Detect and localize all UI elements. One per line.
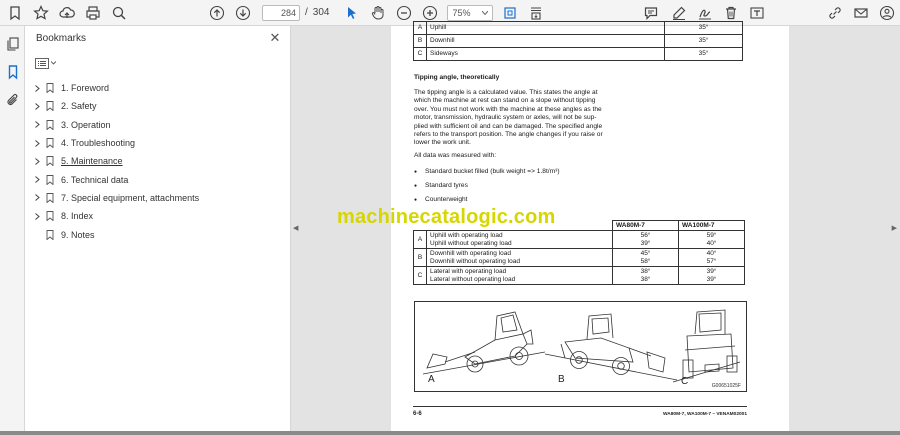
page-navigator [262,5,329,21]
bookmark-icon [43,120,57,130]
figure-letter-b: B [558,374,565,385]
bookmark-options-button[interactable] [35,55,63,71]
hand-tool-icon[interactable] [365,0,391,26]
angle-value: 57° [706,257,717,265]
footer-rule [413,406,747,407]
bookmark-icon [43,83,57,93]
bookmark-list [31,79,199,244]
condition-line: Lateral without operating load [430,275,516,283]
chevron-down-icon [482,11,488,15]
row-condition [427,231,613,249]
row-label: Sideways [427,48,665,61]
row-label: Downhill [427,35,665,48]
select-cursor-icon[interactable] [339,0,365,26]
row-key: B [414,249,427,267]
bookmark-label: 6. Technical data [61,174,129,185]
column-header: WA100M-7 [679,221,745,231]
tipping-angle-figure [414,301,747,392]
print-icon[interactable] [80,0,106,26]
bookmark-icon [43,156,57,166]
condition-line: Downhill with operating load [430,249,511,257]
loader-uphill-drawing [423,312,545,374]
left-rail [0,26,25,435]
wa80-value [613,249,679,267]
measured-note: All data was measured with: [414,152,497,159]
email-icon[interactable] [848,0,874,26]
bookmarks-panel-icon[interactable] [0,58,25,86]
bookmark-label: 7. Special equipment, attachments [61,192,200,203]
table-row [414,267,745,285]
bookmark-item[interactable] [31,225,199,243]
chevron-right-icon[interactable] [31,176,43,183]
panel-title: Bookmarks [36,33,87,44]
figure-code: G00651025F [711,383,741,389]
next-page-icon[interactable] [230,0,256,26]
bookmark-label: 9. Notes [61,229,95,240]
page-total: 304 [312,7,330,18]
chevron-right-icon[interactable] [31,140,43,147]
angle-value: 58° [640,257,651,265]
angle-value: 59° [706,231,717,239]
bookmark-item[interactable] [31,116,199,134]
angle-value: 39° [706,275,717,283]
bookmark-label: 3. Operation [61,119,111,130]
bottom-edge-bar [0,431,900,435]
attachments-paperclip-icon[interactable] [0,86,25,114]
bookmark-label: 4. Troubleshooting [61,138,136,149]
favorite-star-icon[interactable] [28,0,54,26]
document-id-footer: WA80M-7, WA100M-7 – VENAM02001 [663,412,747,417]
bookmarks-panel [25,26,291,435]
row-value: 35° [665,35,743,48]
condition-line: Lateral with operating load [430,267,507,275]
wa80-value [613,267,679,285]
search-icon[interactable] [106,0,132,26]
page-number-footer: 6-6 [413,411,422,417]
bookmark-item[interactable] [31,134,199,152]
row-label: Uphill [427,22,665,35]
account-icon[interactable] [874,0,900,26]
bookmark-item[interactable] [31,189,199,207]
angle-value: 40° [706,239,717,247]
page-thumbnails-icon[interactable] [0,30,25,58]
row-condition [427,267,613,285]
chevron-right-icon[interactable] [31,213,43,220]
chevron-right-icon[interactable] [31,158,43,165]
text-edit-icon[interactable] [744,0,770,26]
slope-angle-table [413,21,743,61]
bookmark-item[interactable] [31,79,199,97]
chevron-right-icon[interactable] [31,103,43,110]
zoom-level-select[interactable] [447,5,493,21]
collapse-right-icon[interactable]: ▶ [891,225,897,232]
paragraph-line: refers to the transport position. The angle changes if you raise or [414,131,603,139]
row-value: 35° [665,48,743,61]
row-key: C [414,267,427,285]
wa100-value [679,267,745,285]
wa80-value [613,231,679,249]
list-options-icon [35,58,49,69]
create-bookmark-icon[interactable] [2,0,28,26]
paragraph-line: lower the work unit. [414,139,471,147]
bookmark-icon [43,175,57,185]
figure-letter-a: A [428,374,435,385]
loader-downhill-drawing [545,314,677,380]
bookmark-icon [43,101,57,111]
loader-sideways-drawing [673,310,740,382]
bookmark-label: 5. Maintenance [61,156,123,167]
bookmark-item[interactable] [31,207,199,225]
condition-line: Uphill without operating load [430,239,512,247]
tipping-angle-table [413,220,745,285]
share-link-icon[interactable] [822,0,848,26]
paragraph-line: which the machine at rest can stand on a slope without tipping [414,97,596,105]
bullet-item: ● Counterweight [425,196,468,203]
angle-value: 39° [706,267,717,275]
cloud-upload-icon[interactable] [54,0,80,26]
row-key: C [414,48,427,61]
row-key: B [414,35,427,48]
row-key: A [414,22,427,35]
bookmark-label: 2. Safety [61,101,97,112]
paragraph-line: plied with sufficient oil and can be damaged. The specified angle [414,122,603,130]
chevron-down-icon [51,61,56,65]
paragraph-line: The tipping angle is a calculated value. This states the angle at [414,89,598,96]
zoom-level-value: 75% [452,7,471,18]
chevron-right-icon[interactable] [31,85,43,92]
bookmark-icon [43,193,57,203]
bookmark-item[interactable] [31,97,199,115]
paragraph [414,89,614,148]
wheel-loader-illustration [415,302,748,393]
bullet-item: ● Standard tyres [425,182,468,189]
bookmark-item[interactable] [31,170,199,188]
row-key: A [414,231,427,249]
angle-value: 56° [640,231,651,239]
condition-line: Downhill without operating load [430,257,520,265]
page-number-input[interactable] [262,5,300,21]
collapse-left-icon[interactable]: ◀ [293,225,299,232]
page-separator: / [305,7,308,18]
bullet-item: ● Standard bucket filled (bulk weight => 1.8t/m³) [425,168,560,175]
chevron-right-icon[interactable] [31,194,43,201]
angle-value: 45° [640,249,651,257]
paragraph-line: motor, transmission, hydraulic system or axles, will not be sup- [414,114,597,122]
bookmark-icon [43,211,57,221]
figure-letter-c: C [681,376,689,387]
wa100-value [679,249,745,267]
table-row [414,231,745,249]
paragraph-line: over. You must not work with the machine at these angles as the [414,105,602,113]
bookmark-icon [43,230,57,240]
previous-page-icon[interactable] [204,0,230,26]
wa100-value [679,231,745,249]
section-title: Tipping angle, theoretically [414,74,500,81]
bookmark-label: 1. Foreword [61,83,110,94]
bookmark-item-current[interactable] [31,152,199,170]
angle-value: 40° [706,249,717,257]
close-icon[interactable]: ✕ [269,30,281,45]
watermark-text: machinecatalogic.com [337,206,556,228]
table-row [414,35,743,48]
table-row [414,249,745,267]
table-row [414,22,743,35]
pdf-page [391,26,789,435]
angle-value: 39° [640,239,651,247]
angle-value: 38° [640,275,651,283]
condition-line: Uphill with operating load [430,231,503,239]
chevron-right-icon[interactable] [31,121,43,128]
bookmark-icon [43,138,57,148]
row-condition [427,249,613,267]
table-row [414,48,743,61]
row-value: 35° [665,22,743,35]
bookmark-label: 8. Index [61,211,94,222]
document-viewer[interactable] [291,26,900,435]
column-header: WA80M-7 [613,221,679,231]
angle-value: 38° [640,267,651,275]
